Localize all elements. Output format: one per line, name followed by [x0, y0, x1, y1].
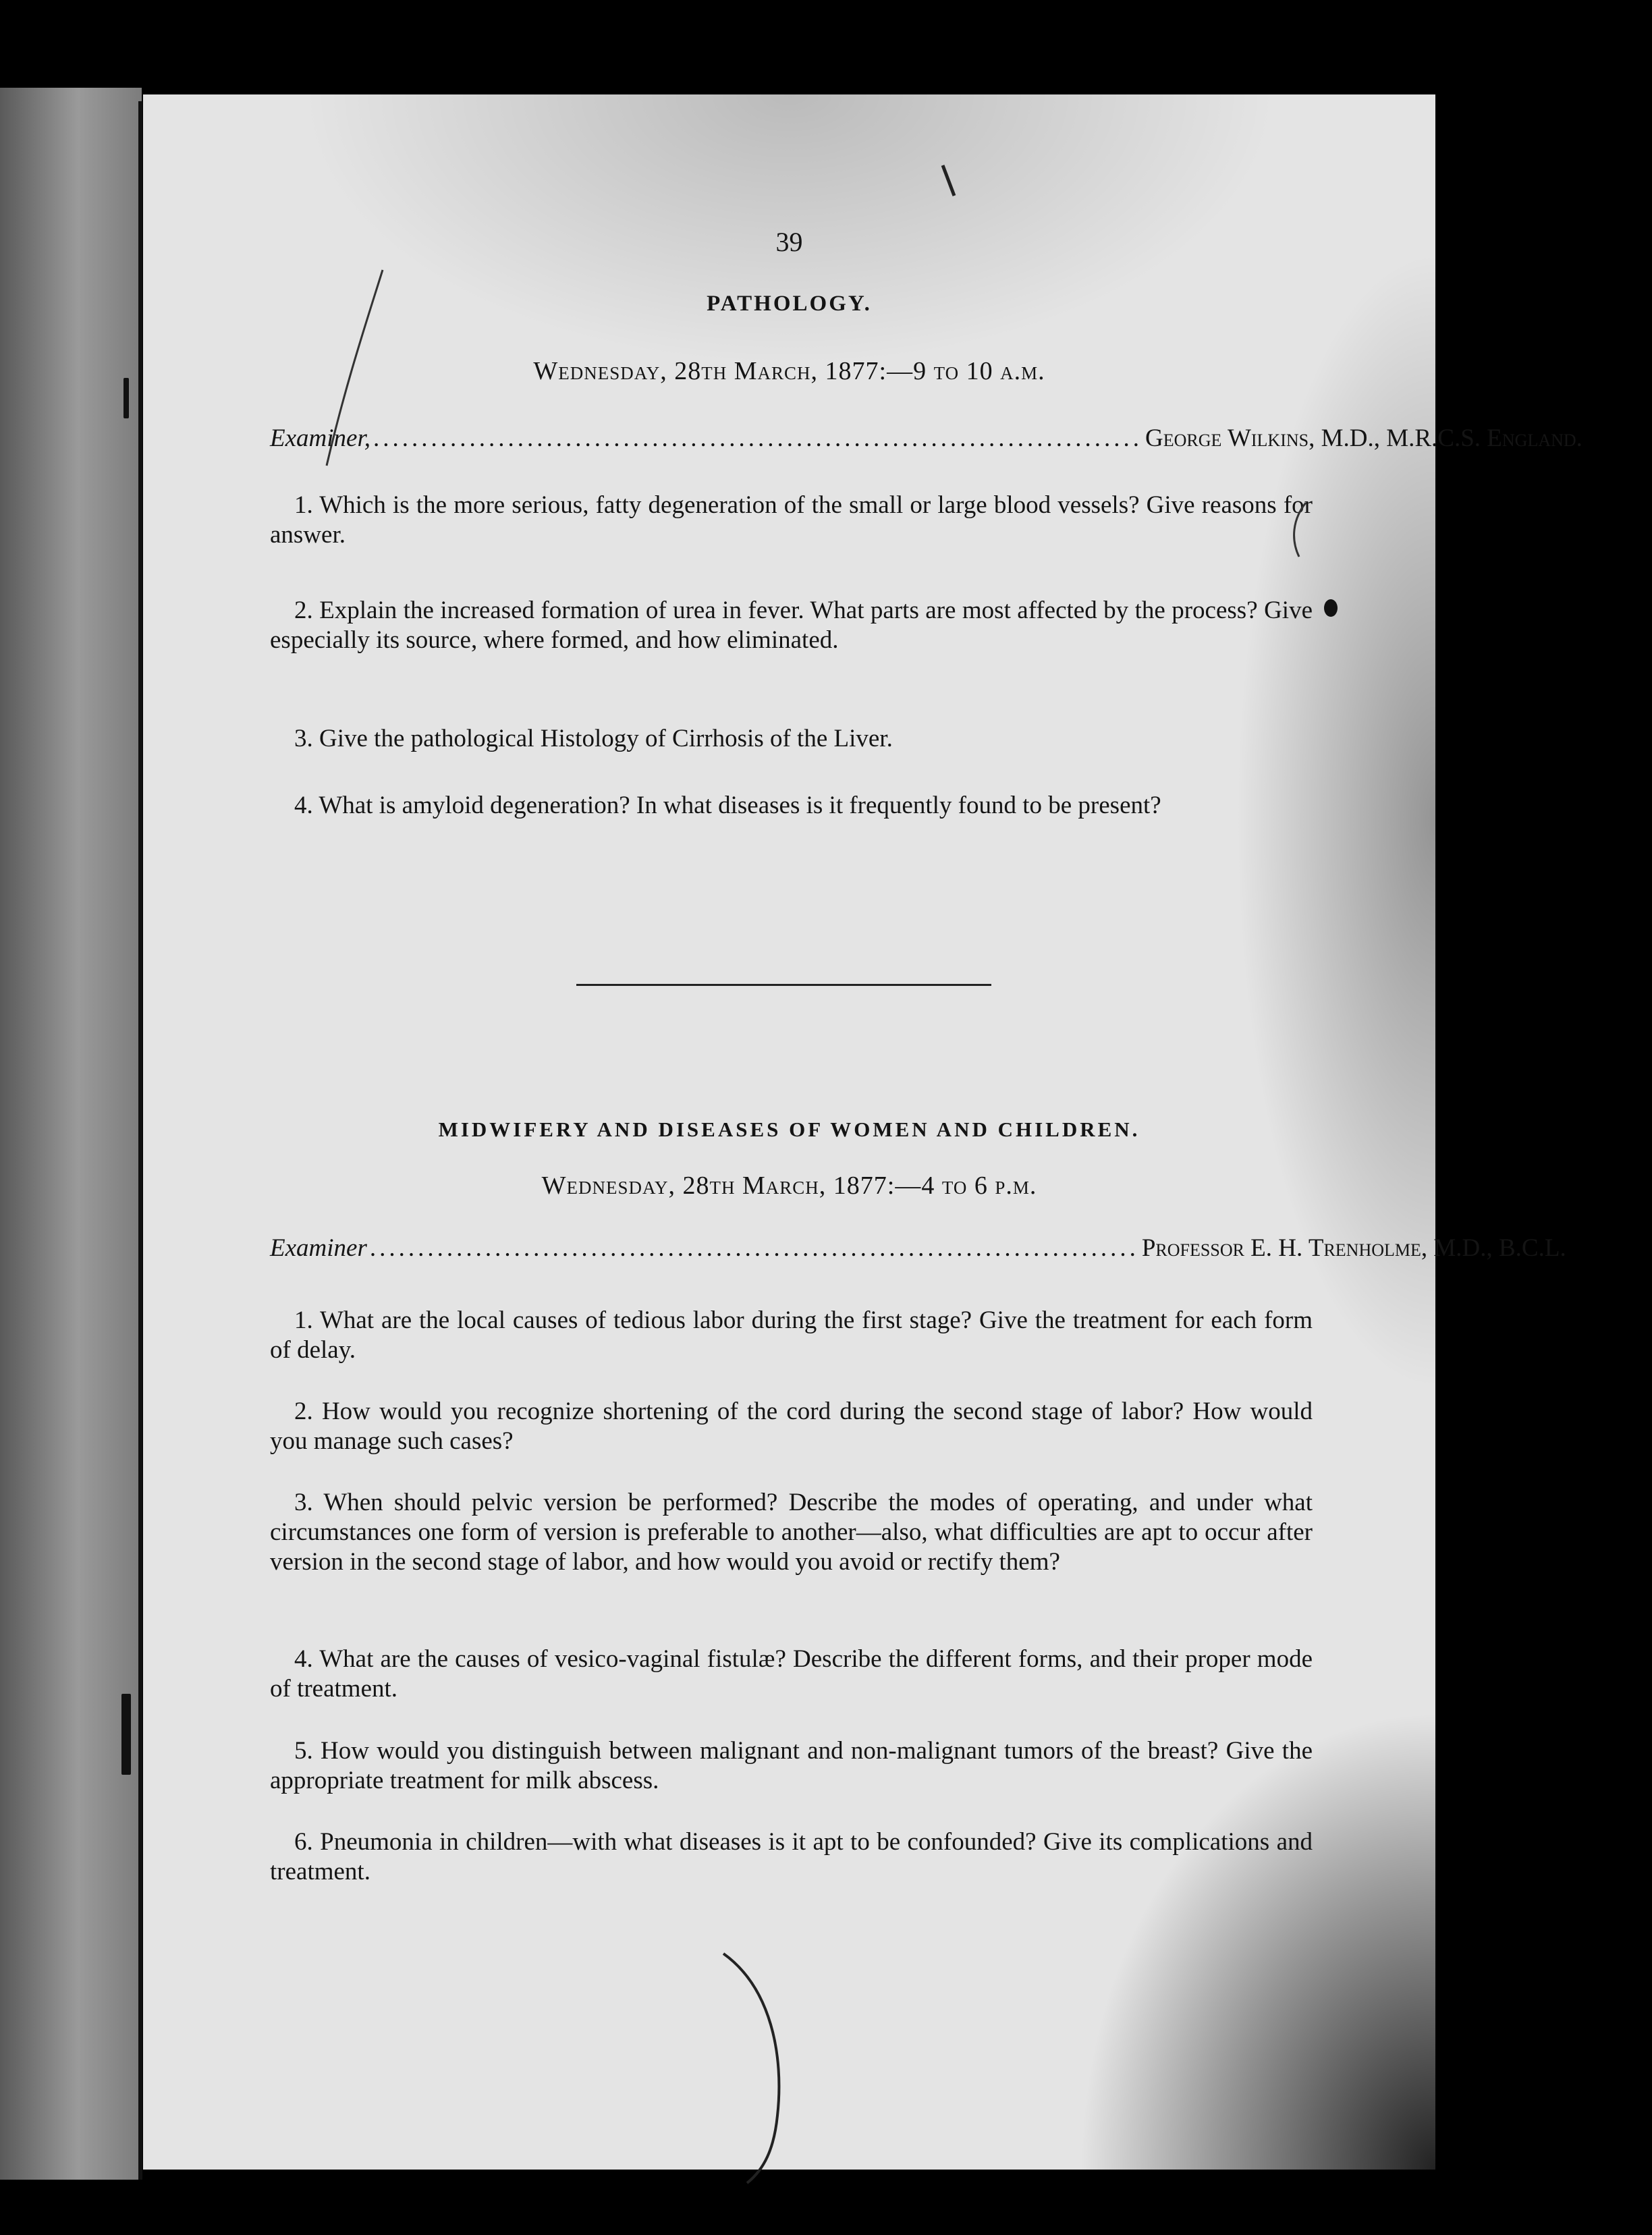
examiner-name: Professor E. H. Trenholme, M.D., B.C.L. [1141, 1234, 1566, 1262]
examiner-name: George Wilkins, M.D., M.R.C.S. England. [1145, 424, 1582, 452]
leader-dots: ................................................................................ [369, 1234, 1139, 1262]
midwifery-question-3: 3. When should pelvic version be performed? Describe the modes of operating, and under what circumstances one form of version is preferable to another—also, what difficulties are apt to occur after version in the second stage of labor, and how would you avoid or rectify them? [270, 1489, 1313, 1576]
examiner-label: Examiner [270, 1234, 367, 1262]
margin-dot-mark [1324, 599, 1338, 617]
gutter-tick-mark [123, 378, 129, 418]
leader-dots: ................................................................................ [373, 424, 1142, 452]
facing-page-edge [0, 88, 142, 2180]
section-divider [576, 984, 991, 986]
document-page [143, 94, 1582, 2170]
page-number: 39 [775, 227, 803, 257]
section-title-pathology: PATHOLOGY. [707, 292, 872, 316]
midwifery-question-4: 4. What are the causes of vesico-vaginal fistulæ? Describe the different forms, and their proper mode of treatment. [270, 1645, 1313, 1703]
pathology-question-4: 4. What is amyloid degeneration? In what diseases is it frequently found to be present? [294, 792, 1161, 819]
gutter-clip-mark [121, 1694, 131, 1775]
pencil-bracket-mark [710, 1947, 804, 2190]
midwifery-question-6: 6. Pneumonia in children—with what diseases is it apt to be confounded? Give its complications and treatment. [270, 1828, 1313, 1885]
midwifery-question-2: 2. How would you recognize shortening of the cord during the second stage of labor? How would you manage such cases? [270, 1398, 1313, 1455]
examiner-label: Examiner, [270, 424, 370, 452]
midwifery-question-5: 5. How would you distinguish between malignant and non-malignant tumors of the breast? Give the appropriate treatment for milk abscess. [270, 1737, 1313, 1794]
section-title-midwifery: MIDWIFERY AND DISEASES OF WOMEN AND CHILDREN. [438, 1118, 1140, 1141]
midwifery-date-line: Wednesday, 28th March, 1877:—4 to 6 p.m. [541, 1171, 1037, 1200]
pathology-question-1: 1. Which is the more serious, fatty degeneration of the small or large blood vessels? Give reasons for answer. [270, 491, 1313, 549]
page-gutter [138, 101, 142, 2180]
midwifery-question-1: 1. What are the local causes of tedious labor during the first stage? Give the treatment for each form of delay. [270, 1306, 1313, 1364]
pathology-question-3: 3. Give the pathological Histology of Cirrhosis of the Liver. [294, 725, 893, 752]
pathology-date-line: Wednesday, 28th March, 1877:—9 to 10 a.m. [533, 357, 1045, 385]
pathology-question-2: 2. Explain the increased formation of urea in fever. What parts are most affected by the process? Give especially its source, where formed, and how eliminated. [270, 597, 1313, 654]
margin-pencil-mark [1286, 499, 1313, 560]
pathology-examiner-line [270, 424, 1582, 453]
speck-mark [939, 162, 960, 202]
midwifery-examiner-line [270, 1234, 1566, 1263]
